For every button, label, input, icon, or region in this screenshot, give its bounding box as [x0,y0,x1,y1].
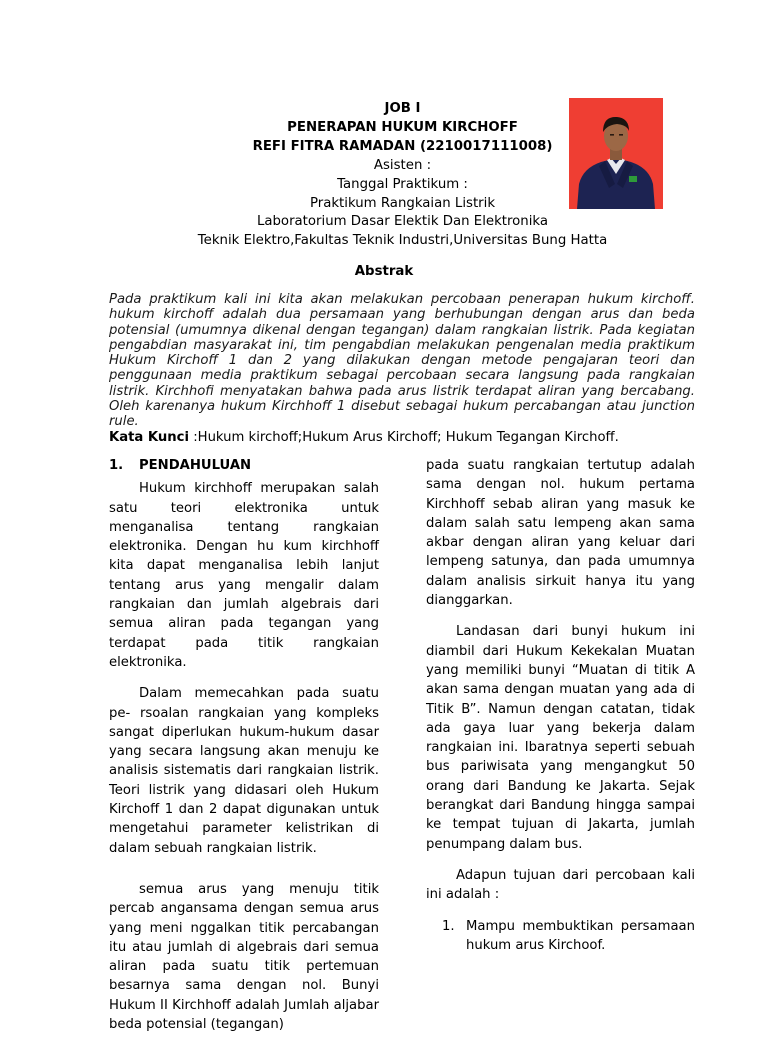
affiliation-line: Teknik Elektro,Fakultas Teknik Industri,Universitas Bung Hatta [197,233,608,249]
list-item-number: 1. [442,918,455,934]
keywords-text: :Hukum kirchoff;Hukum Arus Kirchoff; Hukum Tegangan Kirchoff. [189,430,619,445]
paragraph-1: Hukum kirchhoff merupakan salah satu teori elektronika untuk menganalisa tentang rangkaian elektronika. Dengan hu kum kirchhoff kita dapat menganalisa lebih lanjut tentang arus yang mengalir dalam rangkaian dan jumlah algebrais dari semua aliran pada tegangan yang terdapat pada titik rangkaian elektronika. [109,481,379,670]
paragraph-2: Dalam memecahkan pada suatu pe- rsoalan rangkaian yang kompleks sangat diperlukan hukum-hukum dasar yang secara langsung akan menuju ke analisis sistematis dari rangkaian listrik. Teori listrik yang didasari oleh Hukum Kirchoff 1 dan 2 dapat digunakan untuk mengetahui parameter kelistrikan di dalam sebuah rangkaian listrik. [109,686,379,856]
keywords-line [109,430,709,445]
job-label: JOB I [384,101,421,116]
paragraph-6: Adapun tujuan dari percobaan kali ini adalah : [426,867,695,903]
date-line: Tanggal Praktikum : [337,176,468,192]
paragraph-4: pada suatu rangkaian tertutup adalah sama dengan nol. hukum pertama Kirchhoff sebab aliran yang masuk ke dalam salah satu lempeng akan sama akbar dengan aliran yang keluar dari lempeng satunya, dan pada umumnya dalam analisis sirkuit hanya itu yang dianggarkan. [426,458,695,609]
abstract-heading: Abstrak [354,264,414,279]
paragraph-3: semua arus yang menuju titik percab angansama dengan semua arus yang meni nggalkan titik percabangan itu atau jumlah di algebrais dari semua aliran pada suatu titik pertemuan besarnya sama dengan nol. Bunyi Hukum II Kirchhoff adalah Jumlah aljabar beda potensial (tegangan) [109,881,379,1033]
paragraph-5: Landasan dari bunyi hukum ini diambil dari Hukum Kekekalan Muatan yang memiliki bunyi “Muatan di titik A akan sama dengan muatan yang ada di Titik B”. Namun dengan catatan, tidak ada gaya luar yang bekerja dalam rangkaian ini. Ibaratnya seperti sebuah bus pariwisata yang mengangkut 50 orang dari Bandung ke Jakarta. Sejak berangkat dari Bandung hingga sampai ke tempat tujuan di Jakarta, jumlah penumpang dalam bus. [426,624,695,852]
abstract-text: Pada praktikum kali ini kita akan melakukan percobaan penerapan hukum kirchoff. hukum kirchoff adalah dua persamaan yang berhubungan dengan arus dan beda potensial (umumnya dikenal dengan tegangan) dalam rangkaian listrik. Pada kegiatan pengabdian masyarakat ini, tim pengabdian melakukan pengenalan media praktikum Hukum Kirchoff 1 dan 2 yang dilakukan dengan metode pengajaran teori dan penggunaan media praktikum sebagai percobaan secara langsung pada rangkaian listrik. Kirchhofi menyatakan bahwa pada arus listrik terdapat aliran yang bercabang. Oleh karenanya hukum Kirchhoff 1 disebut sebagai hukum percabangan atau junction rule. [109,292,695,430]
lab-line: Laboratorium Dasar Elektik Dan Elektronika [256,214,549,230]
section-title: PENDAHULUAN [139,458,252,473]
course-line: Praktikum Rangkaian Listrik [309,195,496,211]
paragraph-gap [109,870,379,880]
right-column [426,456,695,955]
portrait-illustration [569,98,663,209]
section-number: 1. [109,458,124,473]
list-item-text: Mampu membuktikan persamaan hukum arus Kirchoof. [466,918,695,953]
keywords-label: Kata Kunci [109,430,190,445]
assistant-line: Asisten : [373,157,432,173]
author-photo [569,98,663,209]
list-item [426,917,695,956]
paper-title: PENERAPAN HUKUM KIRCHOFF [287,119,518,135]
author-line: REFI FITRA RAMADAN (2210017111008) [252,138,553,154]
section-heading [109,456,379,475]
left-column [109,456,379,1046]
